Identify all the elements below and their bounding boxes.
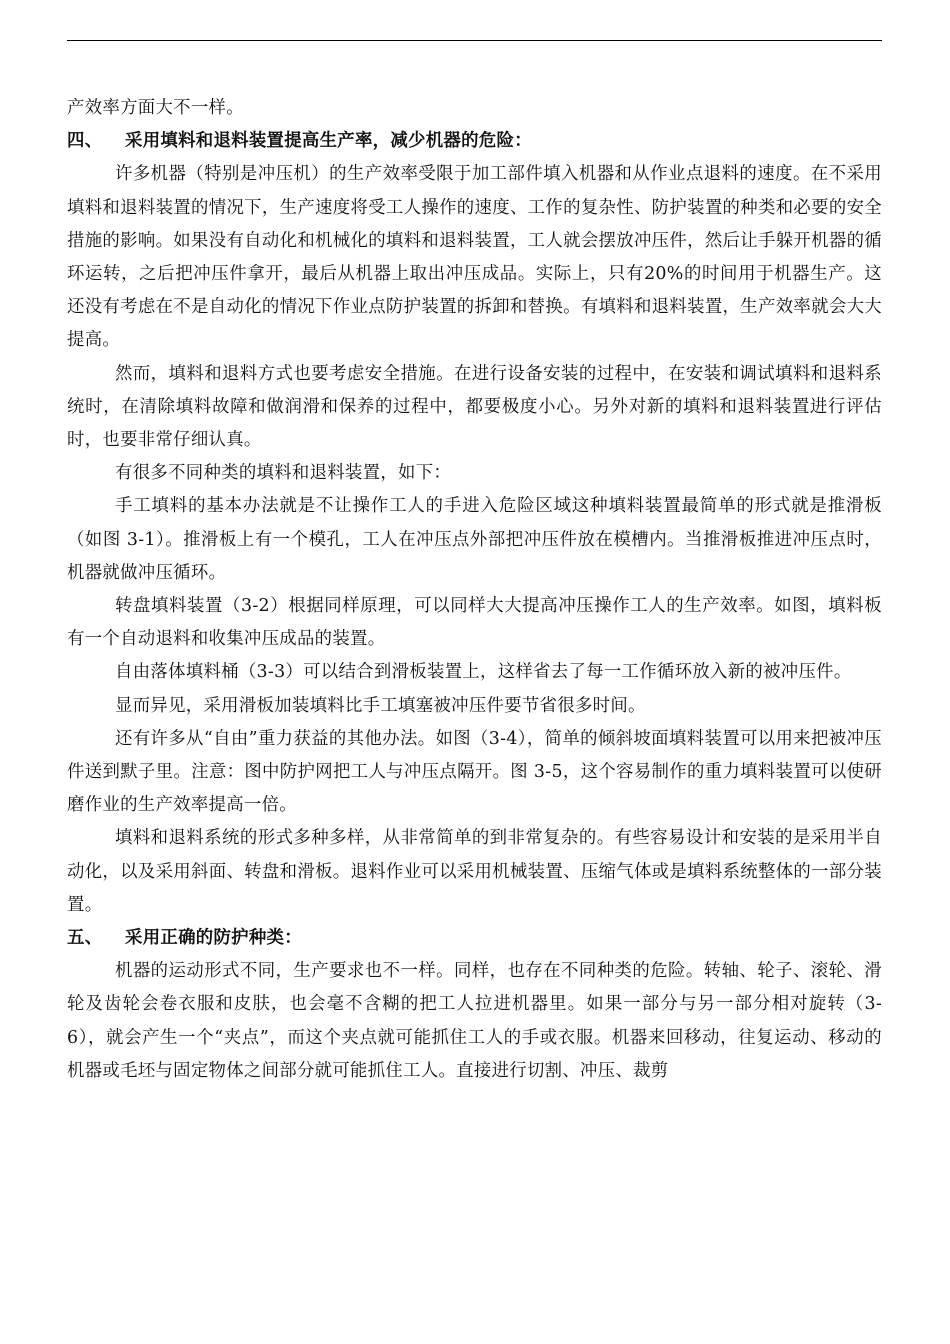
paragraph: 显而异见，采用滑板加装填料比手工填塞被冲压件要节省很多时间。 xyxy=(115,695,646,716)
section-number: 五、 xyxy=(67,928,103,949)
header-rule xyxy=(67,40,882,41)
section-heading-4 xyxy=(67,125,882,158)
document-body xyxy=(67,92,882,1088)
paragraph: 填料和退料系统的形式多种多样，从非常简单的到非常复杂的。有些容易设计和安装的是采用半自动化，以及采用斜面、转盘和滑板。退料作业可以采用机械装置、压缩气体或是填料系统整体的一部分装置。 xyxy=(67,828,882,915)
paragraph: 转盘填料装置（3-2）根据同样原理，可以同样大大提高冲压操作工人的生产效率。如图，填料板有一个自动退料和收集冲压成品的装置。 xyxy=(67,596,882,650)
paragraph: 许多机器（特别是冲压机）的生产效率受限于加工部件填入机器和从作业点退料的速度。在不采用填料和退料装置的情况下，生产速度将受工人操作的速度、工作的复杂性、防护装置的种类和必要的安全措施的影响。如果没有自动化和机械化的填料和退料装置，工人就会摆放冲压件，然后让手躲开机器的循环运转，之后把冲压件拿开，最后从机器上取出冲压成品。实际上，只有20%的时间用于机器生产。这还没有考虑在不是自动化的情况下作业点防护装置的拆卸和替换。有填料和退料装置，生产效率就会大大提高。 xyxy=(67,164,882,351)
paragraph: 还有许多从“自由”重力获益的其他办法。如图（3-4），简单的倾斜坡面填料装置可以用来把被冲压件送到默子里。注意：图中防护网把工人与冲压点隔开。图 3-5，这个容易制作的重力填料装置可以使研磨作业的生产效率提高一倍。 xyxy=(67,728,882,816)
section-title: 采用正确的防护种类： xyxy=(125,928,302,949)
section-heading-5 xyxy=(67,922,882,955)
paragraph: 然而，填料和退料方式也要考虑安全措施。在进行设备安装的过程中，在安装和调试填料和退料系统时，在清除填料故障和做润滑和保养的过程中，都要极度小心。另外对新的填料和退料装置进行评估时，也要非常仔细认真。 xyxy=(67,363,882,451)
section-number: 四、 xyxy=(67,131,103,152)
paragraph-continuation: 产效率方面大不一样。 xyxy=(67,98,244,118)
paragraph: 机器的运动形式不同，生产要求也不一样。同样，也存在不同种类的危险。转轴、轮子、滚轮、滑轮及齿轮会卷衣服和皮肤，也会毫不含糊的把工人拉进机器里。如果一部分与另一部分相对旋转（3-6），就会产生一个“夹点”，而这个夹点就可能抓住工人的手或衣服。机器来回移动，往复运动、移动的机器或毛坯与固定物体之间部分就可能抓住工人。直接进行切割、冲压、裁剪 xyxy=(67,961,882,1081)
paragraph: 自由落体填料桶（3-3）可以结合到滑板装置上，这样省去了每一工作循环放入新的被冲压件。 xyxy=(115,662,852,683)
paragraph: 有很多不同种类的填料和退料装置，如下： xyxy=(115,463,452,484)
paragraph: 手工填料的基本办法就是不让操作工人的手进入危险区域这种填料装置最简单的形式就是推滑板（如图 3-1）。推滑板上有一个模孔，工人在冲压点外部把冲压件放在模槽内。当推滑板推进冲压点时，机器就做冲压循环。 xyxy=(67,496,882,583)
section-title: 采用填料和退料装置提高生产率，减少机器的危险： xyxy=(125,131,532,152)
